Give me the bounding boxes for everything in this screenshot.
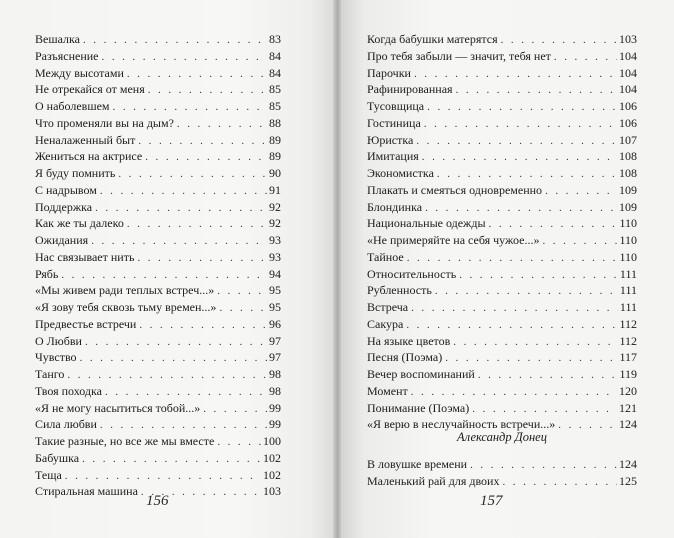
toc-entry-title: Сакура	[367, 316, 404, 331]
toc-entry-title: Маленький рай для двоих	[367, 473, 500, 488]
toc-entry	[367, 65, 637, 82]
toc-entry-title: Чувство	[35, 350, 77, 365]
toc-leader-dots	[82, 451, 261, 468]
toc-leader-dots	[95, 200, 267, 217]
toc-leader-dots	[105, 384, 267, 401]
toc-entry	[35, 31, 281, 48]
toc-leader-dots	[416, 133, 617, 150]
toc-entry-title: Разъяснение	[35, 48, 99, 63]
toc-leader-dots	[459, 267, 618, 284]
toc-entry-title: Поддержка	[35, 199, 93, 214]
toc-leader-dots	[406, 317, 617, 334]
toc-entry-title: Имитация	[367, 149, 419, 164]
toc-leader-dots	[411, 300, 618, 317]
toc-entry-page: 119	[619, 367, 637, 381]
toc-leader-dots	[470, 457, 617, 474]
toc-entry	[35, 366, 281, 383]
left-toc-list	[35, 31, 281, 500]
toc-entry-page: 125	[619, 473, 637, 488]
toc-entry-page: 83	[269, 32, 281, 46]
toc-entry-title: Момент	[367, 383, 408, 398]
toc-entry-title: Неналаженный быт	[35, 132, 136, 147]
toc-entry	[35, 433, 281, 450]
toc-entry-page: 120	[619, 383, 637, 398]
toc-entry-title: С надрывом	[35, 182, 97, 197]
toc-entry-title: Предвестье встречи	[35, 316, 137, 331]
toc-entry	[367, 349, 637, 366]
toc-entry-title: Вешалка	[35, 32, 80, 46]
toc-entry-title: Нас связывает нить	[35, 249, 135, 264]
toc-entry	[367, 400, 637, 417]
toc-leader-dots	[217, 283, 267, 300]
toc-entry-title: Национальные одежды	[367, 216, 486, 231]
toc-entry-page: 112	[619, 316, 637, 331]
toc-entry-title: Тайное	[367, 249, 404, 264]
toc-entry-title: Встреча	[367, 300, 409, 314]
toc-entry-page: 112	[619, 333, 637, 348]
toc-entry-title: Не отрекайся от меня	[35, 82, 145, 97]
toc-leader-dots	[407, 250, 618, 267]
toc-entry-title: Жениться на актрисе	[35, 149, 143, 164]
toc-leader-dots	[435, 283, 618, 300]
toc-entry-page: 94	[269, 266, 281, 281]
toc-entry-page: 124	[619, 457, 637, 471]
toc-entry-page: 95	[269, 283, 281, 298]
toc-entry-page: 111	[619, 283, 637, 298]
toc-entry-page: 124	[619, 417, 637, 432]
toc-leader-dots	[478, 367, 618, 384]
toc-entry-title: Как же ты далеко	[35, 216, 124, 231]
toc-entry	[35, 266, 281, 283]
toc-entry-page: 103	[619, 32, 637, 46]
toc-entry-title: Относительность	[367, 266, 457, 281]
toc-leader-dots	[489, 216, 618, 233]
toc-leader-dots	[138, 133, 267, 150]
toc-entry-page: 97	[269, 333, 281, 348]
toc-entry-page: 99	[269, 400, 281, 415]
toc-leader-dots	[414, 66, 617, 83]
toc-entry-page: 100	[263, 434, 281, 448]
toc-entry	[367, 215, 637, 232]
toc-entry	[367, 132, 637, 149]
toc-entry	[367, 282, 637, 299]
toc-entry-page: 95	[269, 300, 281, 314]
toc-entry-title: Когда бабушки матерятся	[367, 32, 498, 46]
toc-leader-dots	[203, 401, 267, 418]
toc-entry	[35, 400, 281, 417]
toc-entry-page: 121	[619, 400, 637, 415]
toc-entry-page: 102	[263, 450, 281, 465]
toc-entry-title: «Я зову тебя сквозь тьму времен...»	[35, 300, 217, 314]
toc-entry-title: «Не примеряйте на себя чужое...»	[367, 233, 540, 247]
toc-entry-title: Сила любви	[35, 417, 97, 432]
toc-entry-page: 106	[619, 115, 637, 130]
toc-entry	[367, 98, 637, 115]
toc-entry	[367, 249, 637, 266]
toc-entry	[367, 266, 637, 283]
book-gutter	[333, 0, 341, 538]
toc-entry	[367, 366, 637, 383]
toc-entry-page: 96	[269, 316, 281, 331]
toc-leader-dots	[102, 49, 267, 66]
toc-entry-title: Про тебя забыли — значит, тебя нет	[367, 48, 551, 63]
toc-entry-page: 111	[619, 300, 637, 314]
toc-entry	[35, 232, 281, 249]
toc-leader-dots	[437, 166, 617, 183]
toc-leader-dots	[453, 334, 617, 351]
toc-entry	[35, 182, 281, 199]
toc-entry	[35, 349, 281, 366]
toc-leader-dots	[113, 99, 267, 116]
toc-entry	[35, 299, 281, 316]
toc-leader-dots	[425, 200, 617, 217]
toc-entry	[35, 115, 281, 132]
toc-entry-page: 93	[269, 233, 281, 247]
toc-entry-title: Парочки	[367, 65, 411, 80]
toc-entry	[367, 48, 637, 65]
toc-leader-dots	[67, 367, 267, 384]
toc-entry-title: Ожидания	[35, 233, 89, 247]
toc-entry-page: 109	[619, 199, 637, 214]
toc-entry	[367, 115, 637, 132]
toc-leader-dots	[554, 49, 617, 66]
toc-entry-page: 102	[263, 467, 281, 482]
toc-entry-page: 110	[619, 216, 637, 231]
page-number-left: 156	[146, 493, 169, 509]
toc-entry-page: 106	[619, 99, 637, 113]
toc-entry	[367, 81, 637, 98]
toc-entry-title: На языке цветов	[367, 333, 451, 348]
toc-entry-title: Рафинированная	[367, 82, 453, 97]
toc-entry-page: 110	[619, 249, 637, 264]
toc-entry	[35, 249, 281, 266]
toc-entry-page: 88	[269, 115, 281, 130]
toc-entry-page: 117	[619, 350, 637, 365]
toc-entry-title: Теща	[35, 467, 62, 482]
toc-entry	[35, 383, 281, 400]
toc-entry	[367, 182, 637, 199]
toc-entry	[35, 333, 281, 350]
toc-entry-title: «Я верю в неслучайность встречи...»	[367, 417, 556, 432]
toc-entry-title: О наболевшем	[35, 99, 110, 113]
toc-entry-title: Блондинка	[367, 199, 423, 214]
toc-leader-dots	[445, 350, 617, 367]
toc-entry	[35, 316, 281, 333]
toc-entry-page: 85	[269, 99, 281, 113]
toc-leader-dots	[502, 474, 617, 491]
toc-entry	[35, 132, 281, 149]
toc-entry-title: Юристка	[367, 132, 414, 147]
toc-leader-dots	[217, 434, 261, 451]
toc-entry-page: 84	[269, 48, 281, 63]
toc-leader-dots	[137, 250, 267, 267]
toc-entry-page: 85	[269, 82, 281, 97]
toc-entry-title: Бабушка	[35, 450, 80, 465]
toc-entry	[35, 98, 281, 115]
toc-entry-title: Экономистка	[367, 166, 434, 180]
toc-entry-page: 99	[269, 417, 281, 432]
right-toc-list	[367, 31, 637, 433]
toc-entry	[367, 165, 637, 182]
toc-leader-dots	[472, 401, 617, 418]
toc-leader-dots	[100, 183, 267, 200]
toc-entry	[35, 467, 281, 484]
toc-leader-dots	[118, 166, 267, 183]
toc-entry-title: О Любви	[35, 333, 82, 348]
toc-entry	[367, 199, 637, 216]
toc-leader-dots	[127, 66, 267, 83]
toc-entry	[367, 148, 637, 165]
toc-entry-page: 92	[269, 216, 281, 231]
toc-entry	[367, 316, 637, 333]
toc-entry-title: Твоя походка	[35, 383, 103, 398]
toc-entry-page: 93	[269, 249, 281, 264]
toc-entry	[367, 456, 637, 473]
toc-leader-dots	[145, 149, 267, 166]
toc-leader-dots	[91, 233, 267, 250]
toc-entry	[35, 282, 281, 299]
toc-leader-dots	[219, 300, 267, 317]
toc-entry	[367, 31, 637, 48]
toc-entry-title: Танго	[35, 367, 65, 381]
toc-entry	[35, 450, 281, 467]
toc-leader-dots	[85, 334, 267, 351]
toc-entry-page: 92	[269, 199, 281, 214]
toc-entry-page: 97	[269, 350, 281, 365]
toc-entry-page: 110	[619, 233, 637, 247]
toc-leader-dots	[424, 116, 617, 133]
author-toc-list	[367, 456, 637, 490]
toc-leader-dots	[177, 116, 267, 133]
toc-entry-title: Гостиница	[367, 115, 421, 130]
author-heading: Александр Донец	[457, 430, 547, 444]
toc-leader-dots	[61, 267, 267, 284]
toc-entry-page: 98	[269, 367, 281, 381]
toc-entry-title: Такие разные, но все же мы вместе	[35, 434, 215, 448]
toc-entry	[367, 333, 637, 350]
toc-leader-dots	[422, 149, 617, 166]
toc-entry	[367, 299, 637, 316]
toc-entry	[35, 416, 281, 433]
toc-entry	[35, 199, 281, 216]
toc-entry-title: Понимание (Поэма)	[367, 400, 470, 415]
toc-entry	[35, 148, 281, 165]
toc-leader-dots	[139, 317, 267, 334]
toc-entry	[367, 383, 637, 400]
toc-entry	[367, 232, 637, 249]
toc-entry	[35, 81, 281, 98]
toc-entry-page: 104	[619, 48, 637, 63]
toc-entry-page: 107	[619, 132, 637, 147]
toc-entry-title: Тусовщица	[367, 99, 425, 113]
toc-entry-title: Вечер воспоминаний	[367, 367, 475, 381]
toc-entry-page: 111	[619, 266, 637, 281]
toc-leader-dots	[501, 32, 617, 49]
toc-entry-title: Плакать и смеяться одновременно	[367, 182, 543, 197]
toc-leader-dots	[80, 350, 267, 367]
toc-entry-title: Что променяли вы на дым?	[35, 115, 174, 130]
toc-leader-dots	[65, 468, 261, 485]
toc-entry-title: Я буду помнить	[35, 166, 116, 180]
toc-entry	[35, 215, 281, 232]
toc-entry-page: 104	[619, 65, 637, 80]
toc-leader-dots	[427, 99, 617, 116]
toc-entry-title: «Мы живем ради теплых встреч...»	[35, 283, 215, 298]
toc-leader-dots	[127, 216, 267, 233]
toc-leader-dots	[100, 417, 267, 434]
toc-entry	[367, 473, 637, 490]
toc-entry-page: 98	[269, 383, 281, 398]
toc-leader-dots	[456, 82, 617, 99]
toc-entry-page: 89	[269, 132, 281, 147]
toc-entry-page: 108	[619, 149, 637, 164]
toc-leader-dots	[83, 32, 267, 49]
toc-leader-dots	[542, 233, 617, 250]
toc-leader-dots	[545, 183, 617, 200]
toc-entry-title: В ловушке времени	[367, 457, 468, 471]
toc-entry-page: 89	[269, 149, 281, 164]
toc-entry-page: 84	[269, 65, 281, 80]
toc-entry	[35, 65, 281, 82]
page-number-right: 157	[480, 493, 503, 509]
toc-entry-title: Стиральная машина	[35, 484, 138, 499]
toc-entry-page: 103	[263, 484, 281, 499]
toc-entry-title: Рубленность	[367, 283, 432, 298]
toc-entry-title: Между высотами	[35, 65, 124, 80]
toc-entry-page: 109	[619, 182, 637, 197]
toc-leader-dots	[148, 82, 267, 99]
toc-entry-title: Рябь	[35, 266, 59, 281]
toc-entry	[35, 48, 281, 65]
toc-entry-page: 108	[619, 166, 637, 180]
toc-entry	[35, 165, 281, 182]
toc-entry-page: 104	[619, 82, 637, 97]
toc-leader-dots	[411, 384, 617, 401]
toc-entry-title: Песня (Поэма)	[367, 350, 443, 365]
toc-entry-page: 91	[269, 182, 281, 197]
toc-entry-title: «Я не могу насытиться тобой...»	[35, 400, 201, 415]
toc-entry-page: 90	[269, 166, 281, 180]
